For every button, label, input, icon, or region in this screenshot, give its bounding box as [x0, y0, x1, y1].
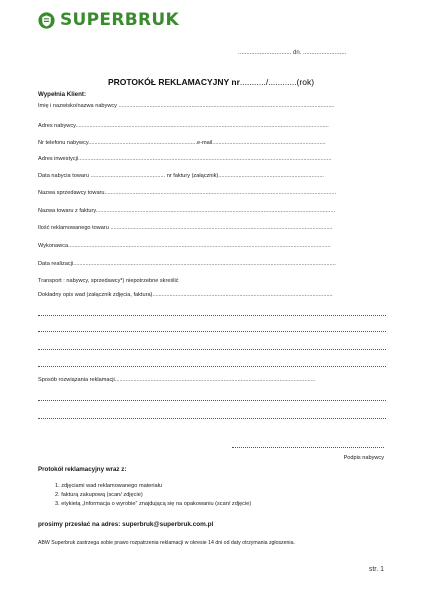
attachments-heading: Protokół reklamacyjny wraz z: [38, 466, 127, 473]
field-buyer-name[interactable]: Imię i nazwisko/nazwa nabywcy ........................................................................................................................................... [38, 103, 335, 109]
field-realization-date[interactable]: Data realizacji......................................................................................................................................................................... [38, 261, 336, 267]
defect-description-line[interactable] [38, 349, 386, 350]
resolution-line[interactable] [38, 418, 386, 419]
defect-description-line[interactable] [38, 331, 386, 332]
attachment-item: 3. etykietą „Informacja o wyrobie” znajdującą się na opakowaniu (scan/ zdjęcie) [55, 501, 252, 507]
field-quantity[interactable]: Ilość reklamowanego towaru ............................................................................................................................................... [38, 225, 333, 231]
disclaimer-text: ABW Superbruk zastrzega sobie prawo rozpatrzenia reklamacji w okresie 14 dni od daty otrzymania zgłoszenia. [38, 540, 295, 546]
send-address: prosimy przesłać na adres: superbruk@superbruk.com.pl [38, 521, 214, 528]
field-purchase-date-invoice[interactable]: Data nabycia towaru ................................................ nr faktury (załącznik).................................................................... [38, 173, 324, 179]
field-investment-address[interactable]: Adres inwestycji................................................................................................................................................................... [38, 156, 332, 162]
attachment-item: 2. fakturą zakupową (scan/ zdjęcie) [55, 492, 143, 498]
defect-description-line[interactable] [38, 315, 386, 316]
resolution-line[interactable] [38, 400, 386, 401]
logo-shield-icon [38, 12, 55, 29]
page-number: str. 1 [368, 566, 384, 573]
title-main: PROTOKÓŁ REKLAMACYJNY nr [107, 77, 240, 87]
signature-line[interactable] [232, 447, 384, 448]
signature-label: Podpis nabywcy [343, 455, 384, 461]
client-section-heading: Wypełnia Klient: [38, 91, 87, 98]
company-logo [38, 10, 179, 30]
field-defect-description[interactable]: Dokładny opis wad (załącznik zdjęcia, faktura).................................................................................................................... [38, 292, 333, 298]
field-contractor[interactable]: Wykonawca......................................................................................................................................................................... [38, 243, 331, 249]
field-seller-name[interactable]: Nazwa sprzedawcy towaru..................................................................................................................................................... [38, 190, 337, 196]
title-number: .........../............(rok) [239, 77, 315, 87]
field-phone-email[interactable]: Nr telefonu nabywcy......................................................................e-mail......................................................................... [38, 140, 326, 146]
document-title [0, 77, 422, 87]
attachment-item: 1. zdjęciami wad reklamowanego materiału [55, 483, 162, 489]
place-date-line: ................................ dn. .......................... [238, 50, 347, 56]
logo-text: SUPERBRUK [60, 10, 179, 30]
defect-description-line[interactable] [38, 366, 386, 367]
field-transport[interactable]: Transport : nabywcy, sprzedawcy*) niepotrzebne skreślić [38, 278, 179, 284]
field-buyer-address[interactable]: Adres nabywcy................................................................................................................................................................... [38, 123, 329, 129]
attachments-list [55, 483, 251, 510]
field-product-name[interactable]: Nazwa towaru z faktury.......................................................................................................................................................... [38, 208, 336, 214]
field-resolution-method[interactable]: Sposób rozwiązania reklamacji................................................................................................................................. [38, 377, 316, 383]
